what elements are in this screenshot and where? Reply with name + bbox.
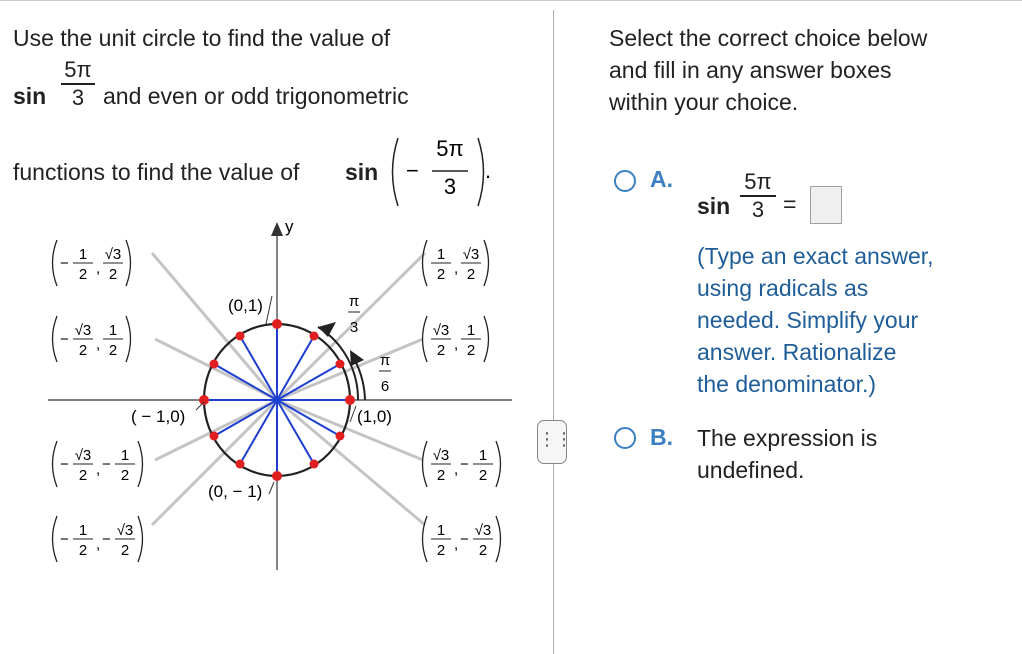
neg-angle-den: 3 [443, 174, 457, 199]
coord-numerator: √3 [74, 322, 92, 339]
minus-sign: − [60, 255, 69, 272]
coord-numerator: √3 [432, 447, 450, 464]
arc-pi-3-arrow [318, 322, 336, 337]
question-sin: sin [13, 83, 47, 109]
paren-right [126, 240, 131, 286]
coord-numerator: 1 [78, 522, 88, 539]
coord-denominator: 2 [436, 542, 446, 559]
negative-angle-expression [386, 132, 496, 212]
label-0-neg1: (0, − 1) [208, 482, 263, 501]
choice-a-sin: sin [697, 193, 731, 219]
equals-sign: = [783, 191, 797, 217]
angle-3: 3 [349, 319, 359, 336]
paren-left [53, 316, 58, 362]
comma: , [454, 536, 459, 553]
hint-line: (Type an exact answer, [697, 243, 934, 269]
instructions-line-2: and fill in any answer boxes [609, 57, 892, 83]
neg-angle-num: 5π [436, 136, 464, 161]
choice-b-line-1: The expression is [697, 425, 878, 451]
coord-numerator: 1 [78, 246, 88, 263]
y-axis-arrow [271, 222, 283, 236]
paren-right [496, 516, 501, 562]
coord-numerator: 1 [436, 246, 446, 263]
hint-line: using radicals as [697, 275, 869, 301]
comma: , [454, 336, 459, 353]
hint-line: needed. Simplify your [697, 307, 919, 333]
paren-right [496, 441, 501, 487]
coord-denominator: 2 [478, 467, 488, 484]
paren-left [53, 240, 58, 286]
fraction-numerator: 5π [64, 57, 92, 82]
panel-divider [553, 10, 554, 654]
choice-a-letter[interactable]: A. [650, 166, 673, 192]
y-axis-label: y [285, 217, 294, 236]
minus-sign: − [102, 531, 111, 548]
paren-right [126, 316, 131, 362]
question-line-3: functions to find the value of [13, 159, 300, 185]
paren-left [53, 441, 58, 487]
coord-numerator: √3 [462, 246, 480, 263]
coord-denominator: 2 [108, 342, 118, 359]
hint-line: the denominator.) [697, 371, 877, 397]
choice-a-fraction [740, 170, 776, 222]
comma: , [96, 336, 101, 353]
minus-sign: − [102, 456, 111, 473]
minus-sign: − [460, 531, 469, 548]
question-angle-fraction [61, 58, 95, 110]
hint-line: answer. Rationalize [697, 339, 897, 365]
coord-numerator: √3 [74, 447, 92, 464]
coord-denominator: 2 [78, 542, 88, 559]
coord-denominator: 2 [436, 342, 446, 359]
paren-left [423, 441, 428, 487]
coord-numerator: √3 [116, 522, 134, 539]
coord-denominator: 2 [78, 342, 88, 359]
comma: , [96, 461, 101, 478]
origin [274, 397, 281, 404]
coord-denominator: 2 [478, 542, 488, 559]
angle-pi: π [348, 293, 360, 310]
coord-denominator: 2 [78, 266, 88, 283]
coord-denominator: 2 [120, 542, 130, 559]
minus-sign: − [60, 531, 69, 548]
label-0-1: (0,1) [228, 296, 263, 315]
coord-denominator: 2 [466, 266, 476, 283]
question-sin-2: sin [345, 159, 379, 185]
minus-sign: − [460, 456, 469, 473]
coord-numerator: √3 [104, 246, 122, 263]
choice-b-radio[interactable] [614, 427, 636, 449]
angle-6: 6 [380, 378, 390, 395]
coord-denominator: 2 [436, 266, 446, 283]
instructions-line-1: Select the correct choice below [609, 25, 928, 51]
question-line-1: Use the unit circle to find the value of [13, 25, 391, 51]
answer-input-box[interactable] [810, 186, 842, 224]
minus-sign: − [60, 331, 69, 348]
label-1-0: (1,0) [357, 407, 392, 426]
paren-right [484, 240, 489, 286]
coord-denominator: 2 [436, 467, 446, 484]
instructions-line-3: within your choice. [609, 89, 799, 115]
choice-a-radio[interactable] [614, 170, 636, 192]
unit-circle-diagram [0, 210, 540, 590]
paren-left [423, 240, 428, 286]
coord-numerator: √3 [432, 322, 450, 339]
choice-a-hint [697, 240, 934, 400]
fraction-denominator: 3 [71, 84, 85, 110]
panel-resize-handle[interactable]: ⋮⋮ [537, 420, 567, 464]
label-neg1-0: ( − 1,0) [131, 407, 186, 426]
coord-numerator: 1 [120, 447, 130, 464]
comma: , [96, 536, 101, 553]
comma: , [454, 461, 459, 478]
paren-right [138, 516, 143, 562]
paren-right [138, 441, 143, 487]
comma: , [96, 260, 101, 277]
coord-numerator: 1 [108, 322, 118, 339]
minus-sign: − [60, 456, 69, 473]
choice-a-den: 3 [751, 196, 765, 222]
question-line-2: and even or odd trigonometric [103, 83, 409, 109]
coord-numerator: √3 [474, 522, 492, 539]
coord-numerator: 1 [478, 447, 488, 464]
coord-denominator: 2 [78, 467, 88, 484]
comma: , [454, 260, 459, 277]
angle-pi-2: π [379, 352, 391, 369]
neg-sign: − [406, 158, 419, 183]
paren-right [484, 316, 489, 362]
paren-left [53, 516, 58, 562]
coord-denominator: 2 [466, 342, 476, 359]
coord-denominator: 2 [108, 266, 118, 283]
choice-a-num: 5π [744, 169, 772, 194]
choice-b-line-2: undefined. [697, 457, 805, 483]
coord-numerator: 1 [466, 322, 476, 339]
coord-denominator: 2 [120, 467, 130, 484]
coord-numerator: 1 [436, 522, 446, 539]
choice-b-letter[interactable]: B. [650, 424, 673, 450]
top-border [0, 0, 1022, 1]
paren-left [423, 316, 428, 362]
period: . [485, 158, 492, 183]
